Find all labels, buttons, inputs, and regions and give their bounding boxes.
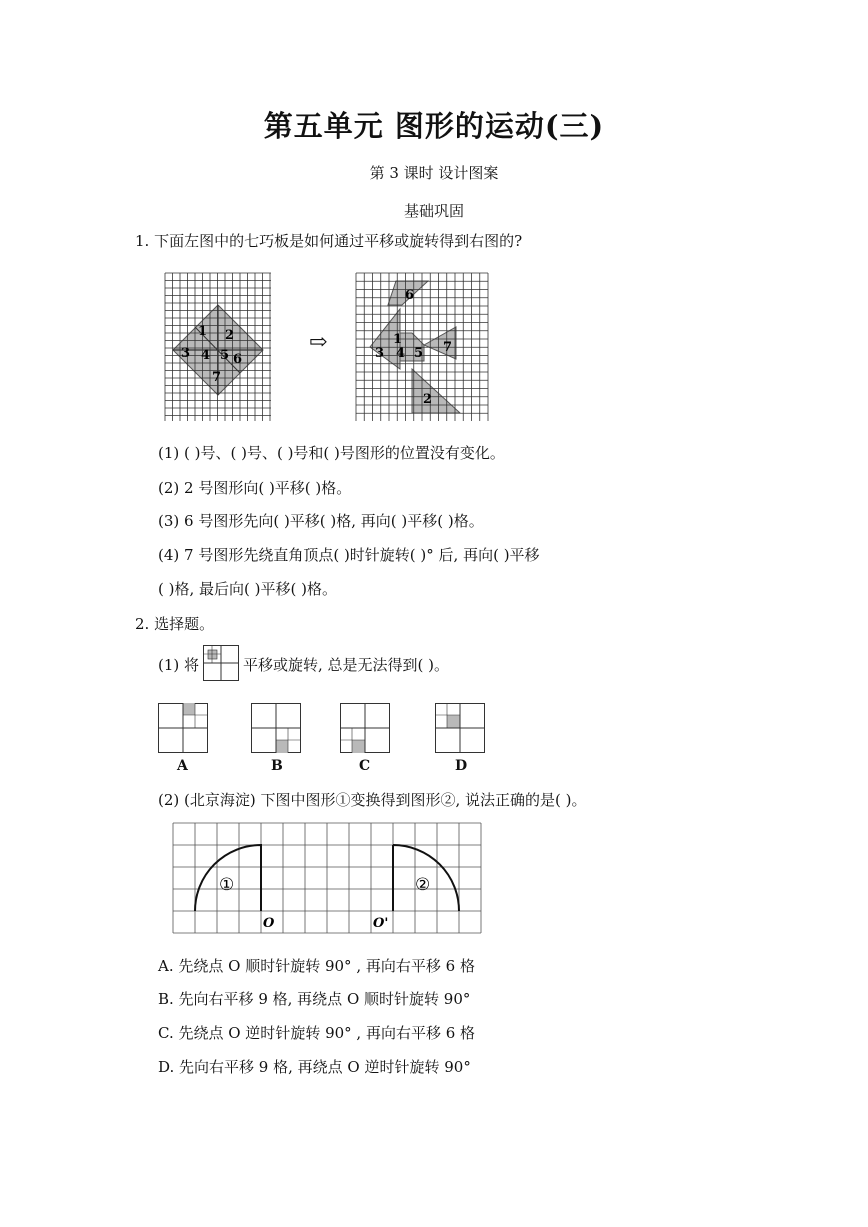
question-2-part-1-suffix: 平移或旋转, 总是无法得到( )。 <box>243 656 450 674</box>
question-1-part-2: (2) 2 号图形向( )平移( )格。 <box>158 479 352 497</box>
point-o-prime-label: O' <box>373 916 389 931</box>
shape-1-label: ① <box>219 875 235 895</box>
quarter-circle-figure <box>173 823 481 935</box>
question-2-part-2: (2) (北京海淀) 下图中图形①变换得到图形②, 说法正确的是( )。 <box>158 791 587 809</box>
question-1-stem: 1. 下面左图中的七巧板是如何通过平移或旋转得到右图的? <box>135 232 523 250</box>
transform-arrow: ⇨ <box>309 330 328 355</box>
question-2-part-1-prefix: (1) 将 <box>158 656 200 674</box>
tangram-right-piece-label-2: 2 <box>423 392 433 407</box>
option-d[interactable]: D. 先向右平移 9 格, 再绕点 O 逆时针旋转 90° <box>158 1058 471 1076</box>
question-1-part-4-line1: (4) 7 号图形先绕直角顶点( )时针旋转( )° 后, 再向( )平移 <box>158 546 540 564</box>
tangram-right-piece-label-1: 1 <box>393 332 403 347</box>
tangram-right-piece-label-6: 6 <box>405 288 415 303</box>
tangram-right-piece-label-4: 4 <box>396 346 406 361</box>
tangram-right-piece-label-7: 7 <box>443 340 453 355</box>
tangram-left-piece-label-4: 4 <box>201 348 211 363</box>
question-1-part-4-line2: ( )格, 最后向( )平移( )格。 <box>158 580 337 598</box>
tangram-left-piece-label-7: 7 <box>212 370 222 385</box>
section-heading: 基础巩固 <box>403 202 464 220</box>
point-o-label: O <box>263 916 275 931</box>
choice-c-label: C <box>359 758 371 774</box>
choice-a-label: A <box>177 758 188 774</box>
question-1-part-3: (3) 6 号图形先向( )平移( )格, 再向( )平移( )格。 <box>158 512 484 530</box>
tangram-right-figure <box>356 273 488 421</box>
choice-b-figure[interactable] <box>251 703 301 753</box>
choice-a-figure[interactable] <box>158 703 208 753</box>
tangram-left-piece-label-5: 5 <box>220 348 230 363</box>
choice-d-label: D <box>455 758 468 774</box>
shape-2-label: ② <box>415 875 431 895</box>
tangram-right-piece-label-3: 3 <box>375 346 385 361</box>
choice-c-figure[interactable] <box>340 703 390 753</box>
question-2-stem: 2. 选择题。 <box>135 615 215 633</box>
tangram-left-piece-label-6: 6 <box>233 352 243 367</box>
lesson-subtitle: 第 3 课时 设计图案 <box>369 164 499 182</box>
choice-d-figure[interactable] <box>435 703 485 753</box>
piece-2-shape <box>412 369 460 413</box>
tangram-right-piece-label-5: 5 <box>414 346 424 361</box>
tangram-left-piece-label-1: 1 <box>198 324 208 339</box>
option-c[interactable]: C. 先绕点 O 逆时针旋转 90° , 再向右平移 6 格 <box>158 1024 476 1042</box>
tangram-left-figure <box>165 273 271 421</box>
page-title: 第五单元 图形的运动(三) <box>263 109 605 143</box>
small-square-figure <box>203 645 239 681</box>
option-a[interactable]: A. 先绕点 O 顺时针旋转 90° , 再向右平移 6 格 <box>158 957 475 975</box>
tangram-left-piece-label-3: 3 <box>181 346 191 361</box>
question-1-part-1: (1) ( )号、( )号、( )号和( )号图形的位置没有变化。 <box>158 444 505 462</box>
option-b[interactable]: B. 先向右平移 9 格, 再绕点 O 顺时针旋转 90° <box>158 990 471 1008</box>
choice-b-label: B <box>271 758 283 774</box>
tangram-left-piece-label-2: 2 <box>225 328 235 343</box>
